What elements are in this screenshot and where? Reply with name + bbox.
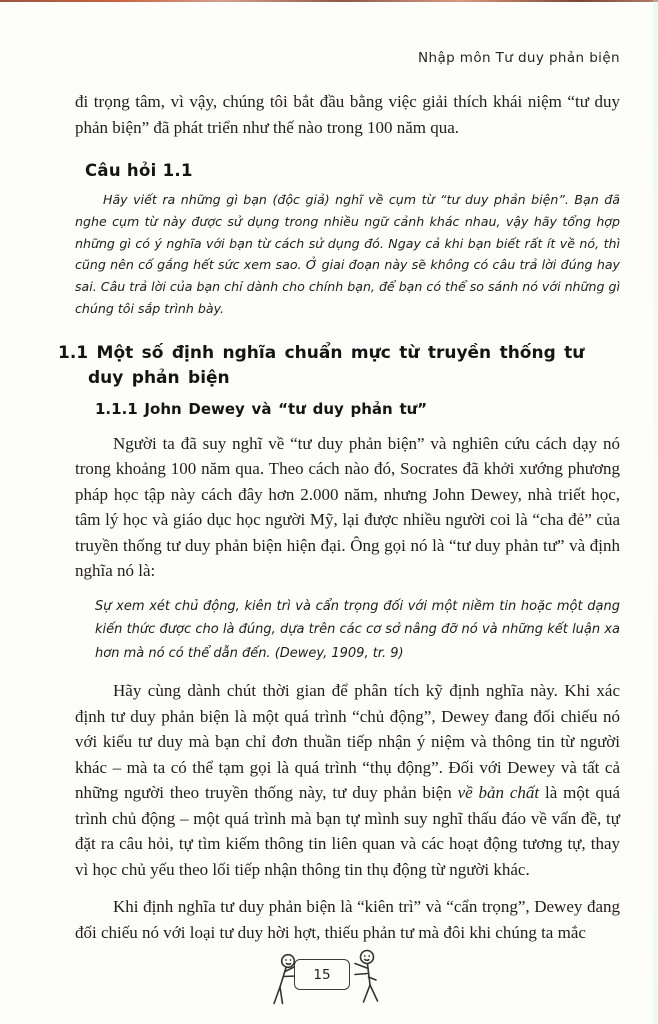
question-box-title: Câu hỏi 1.1	[85, 161, 193, 180]
question-body-part2: (độc giả) nghĩ về cụm từ “tư duy phản biện”. Bạn đã nghe cụm từ này được sử dụng trong nhiều ngữ cảnh khác nhau, vậy hãy tổng hợp những gì có ý nghĩa với bạn từ cách sử dụng đó. Ngay cả khi bạn biết rất ít về nó, thì cũng nên cố gắng hết sức xem sao. Ở giai đoạn này sẽ không có câu trả lời đúng hay sai. Câu trả lời của bạn chỉ dành cho chính bạn, để bạn có thể so sánh nó với những gì chúng tôi sắp trình bày.	[75, 192, 620, 316]
page-number-box: 15	[294, 959, 350, 990]
question-box-body	[75, 189, 620, 320]
analysis-emphasis: về bản chất	[457, 783, 540, 803]
dewey-definition-quote: Sự xem xét chủ động, kiên trì và cẩn trọng đối với một niềm tin hoặc một dạng kiến thức được cho là đúng, dựa trên các cơ sở nâng đỡ nó và những kết luận xa hơn mà nó có thể dẫn đến. (Dewey, 1909, tr. 9)	[95, 598, 620, 661]
section-heading-1-1: 1.1 Một số định nghĩa chuẩn mực từ truyền thống tư duy phản biện	[58, 342, 585, 388]
scan-edge-right-artifact	[653, 0, 658, 1024]
dewey-intro-paragraph: Người ta đã suy nghĩ về “tư duy phản biện” và nghiên cứu cách dạy nó trong khoảng 100 năm qua. Theo cách nào đó, Socrates đã khởi xướng phương pháp học tập này cách đây hơn 2.000 năm, nhưng John Dewey, nhà triết học, tâm lý học và giáo dục học người Mỹ, lại được nhiều người coi là “cha đẻ” của truyền thống tư duy phản biện hiện đại. Ông gọi nó là “tư duy phản tư” và định nghĩa nó là:	[75, 433, 620, 581]
question-body-part1: Hãy viết ra những gì	[103, 192, 244, 207]
stick-figure-right-icon	[352, 947, 392, 1007]
subsection-heading-1-1-1: 1.1.1 John Dewey và “tư duy phản tư”	[95, 399, 428, 418]
analysis-paragraph	[75, 678, 620, 882]
analysis-part2: là một quá trình chủ động – một quá trình mà bạn tự mình suy nghĩ thấu đáo về vấn đề, tự đặt ra câu hỏi, tự tìm kiếm thông tin liên quan và các hoạt động tương tự, thay vì học chủ yếu theo lối tiếp nhận thông tin thụ động từ người khác.	[75, 783, 620, 879]
intro-paragraph: đi trọng tâm, vì vậy, chúng tôi bắt đầu bằng việc giải thích khái niệm “tư duy phản biện” đã phát triển như thế nào trong 100 năm qua.	[75, 92, 620, 137]
analysis-part1: Hãy cùng dành chút thời gian để phân tích kỹ định nghĩa này. Khi xác định tư duy phản biện là một quá trình “chủ động”, Dewey đang đối chiếu nó với kiểu tư duy mà bạn chỉ đơn thuần tiếp nhận ý niệm và thông tin từ người khác – mà ta có thể tạm gọi là quá trình “thụ động”. Đối với Dewey và tất cả những người theo truyền thống này, tư duy phản biện	[75, 681, 620, 803]
page-footer	[266, 946, 392, 1008]
running-header: Nhập môn Tư duy phản biện	[418, 50, 620, 66]
persistent-paragraph: Khi định nghĩa tư duy phản biện là “kiên trì” và “cẩn trọng”, Dewey đang đối chiếu nó với loại tư duy hời hợt, thiếu phản tư mà đôi khi chúng ta mắc	[75, 897, 620, 942]
question-body-emphasis: bạn	[243, 192, 267, 207]
page-content	[58, 0, 620, 945]
